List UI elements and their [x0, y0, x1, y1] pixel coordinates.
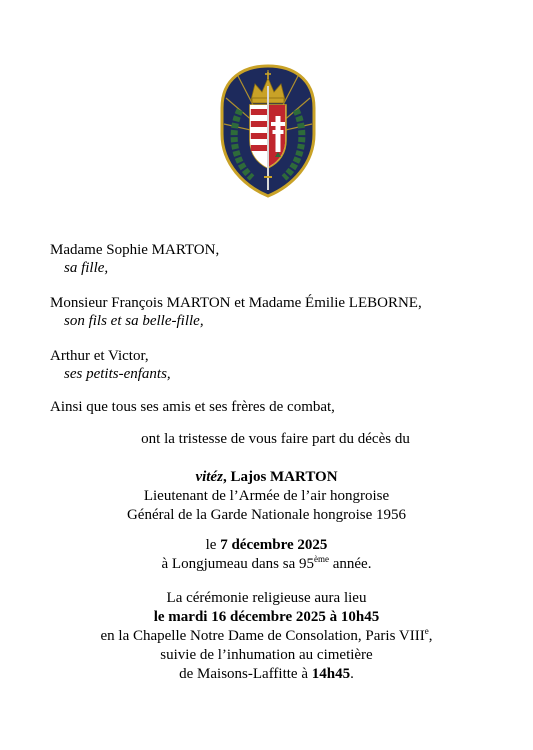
coat-of-arms-icon [218, 64, 318, 198]
family-name: Monsieur François MARTON et Madame Émilie LEBORNE, [50, 295, 422, 311]
family-name: Madame Sophie MARTON, [50, 242, 220, 258]
deceased-block [0, 468, 533, 525]
ceremony-location: en la Chapelle Notre Dame de Consolation, Paris VIIIe, [100, 626, 433, 644]
deceased-name-line: vitéz, Lajos MARTON [195, 469, 338, 485]
deceased-title-1: Lieutenant de l’Armée de l’air hongroise [143, 488, 390, 504]
burial-line: suivie de l’inhumation au cimetière [160, 647, 373, 663]
announcement-line: ont la tristesse de vous faire part du décès du [141, 431, 410, 447]
family-relation: son fils et sa belle-fille, [64, 313, 204, 329]
family-member-1 [50, 241, 219, 277]
friends-line: Ainsi que tous ses amis et ses frères de combat, [50, 399, 335, 415]
death-place-line: à Longjumeau dans sa 95ème année. [161, 554, 372, 572]
family-member-2 [50, 294, 422, 330]
family-name: Arthur et Victor, [50, 348, 149, 364]
family-relation: ses petits-enfants, [64, 366, 171, 382]
ceremony-block [0, 589, 533, 684]
burial-place-line: de Maisons-Laffitte à 14h45. [179, 666, 354, 682]
death-block [0, 536, 533, 574]
deceased-title-2: Général de la Garde Nationale hongroise 1956 [126, 507, 407, 523]
family-relation: sa fille, [64, 260, 109, 276]
death-date-line: le 7 décembre 2025 [205, 537, 328, 553]
deceased-name: Lajos MARTON [230, 469, 338, 485]
ceremony-datetime: le mardi 16 décembre 2025 à 10h45 [153, 609, 380, 625]
death-date: 7 décembre 2025 [220, 537, 328, 553]
ceremony-intro: La cérémonie religieuse aura lieu [166, 590, 367, 606]
family-member-3 [50, 347, 171, 383]
honorific: vitéz [195, 469, 223, 485]
